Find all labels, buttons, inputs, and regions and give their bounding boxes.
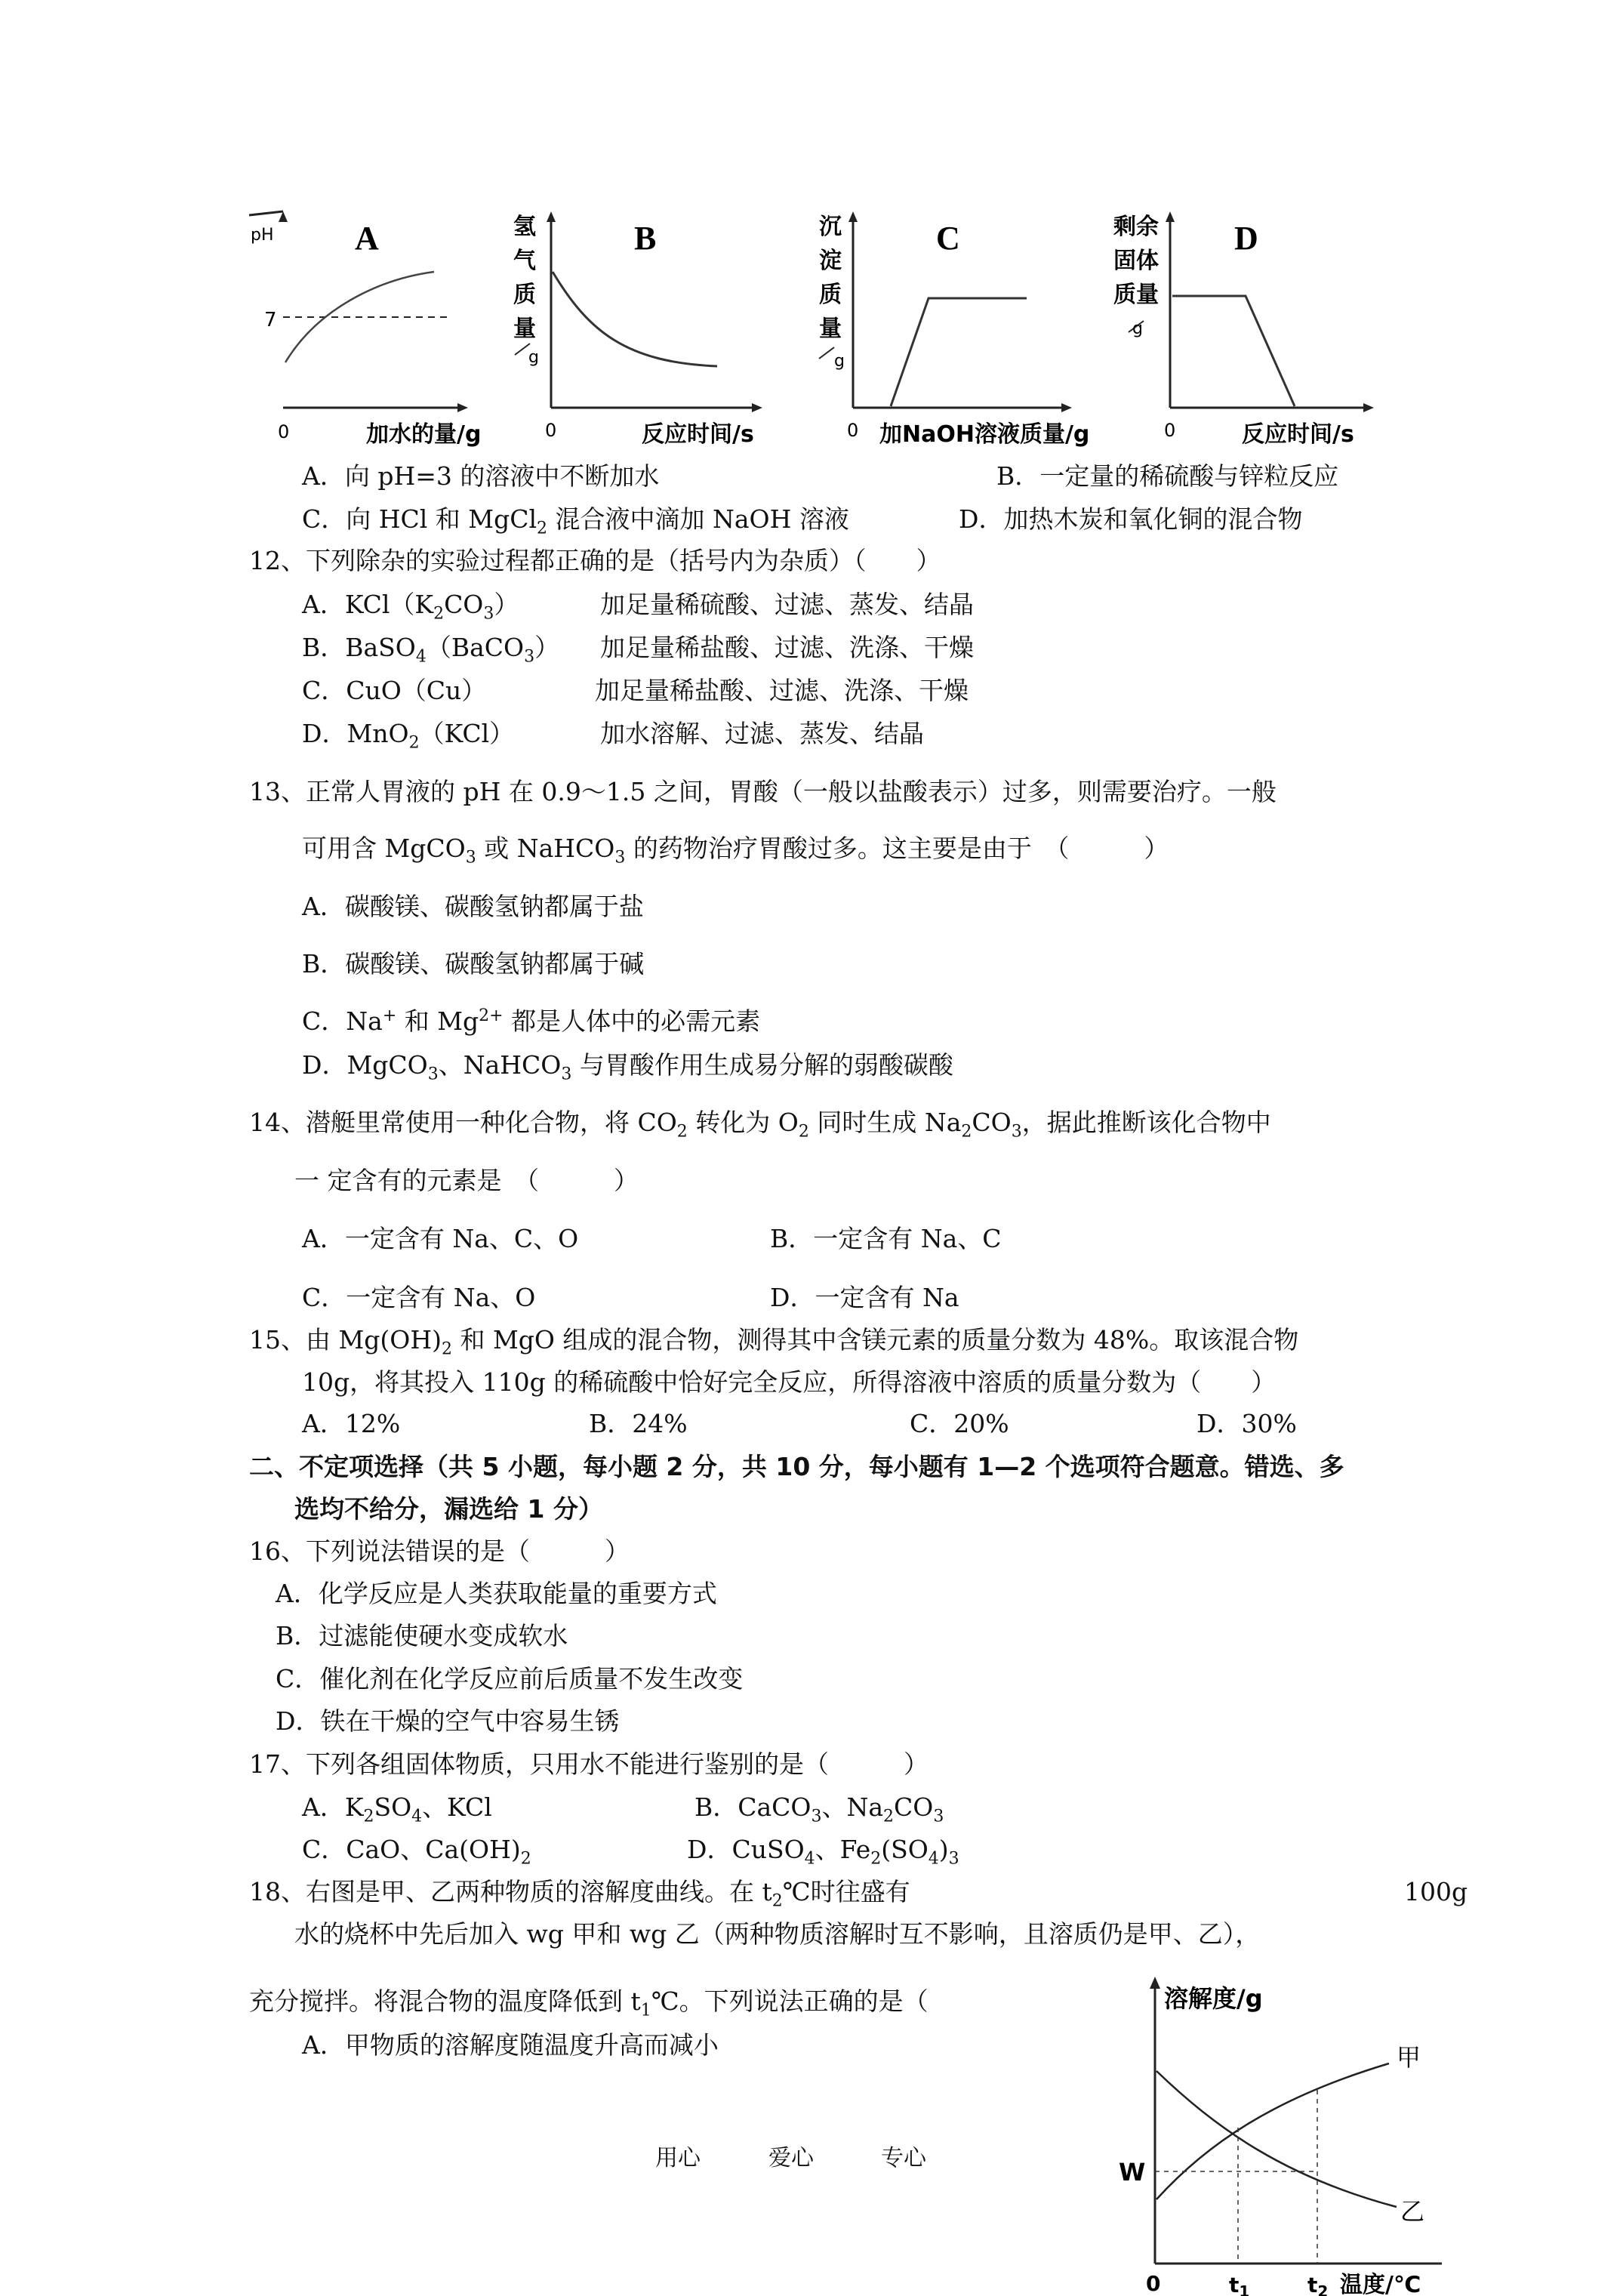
graph-b-yunit: g: [528, 348, 539, 367]
q12-method-b: 加足量稀盐酸、过滤、洗涤、干燥: [600, 633, 974, 662]
q16-option-d: D．铁在干燥的空气中容易生锈: [276, 1706, 620, 1736]
footer-text-2: 爱心: [768, 2145, 814, 2171]
q13-option-b: B．碳酸镁、碳酸氢钠都属于碱: [302, 949, 645, 978]
q13-stem-2: 可用含 MgCO$_3$ 或 NaHCO$_3$ 的药物治疗胃酸过多。这主要是由于 （ ）: [302, 834, 1169, 868]
graph-c-xlabel: 加NaOH溶液质量/g: [879, 421, 1090, 448]
graph-b-origin: 0: [545, 420, 557, 441]
q13-option-c: C．Na+ 和 $Mg^{2+}$ 都是人体中的必需元素: [302, 1006, 761, 1036]
q12-option-d: D．MnO$_2$（KCl）: [302, 719, 515, 753]
graph-d-yunit: g: [1132, 319, 1143, 338]
q13-option-d: D．MgCO$_3$、NaHCO$_3$ 与胃酸作用生成易分解的弱酸碳酸: [302, 1050, 953, 1084]
graph-d-ylabel-1: 剩余: [1113, 214, 1159, 240]
q12-stem: 12、下列除杂的实验过程都正确的是（括号内为杂质）（ ）: [249, 546, 941, 575]
q17-option-b: B．CaCO$_3$、$Na_2CO_3$: [694, 1792, 944, 1826]
q15-option-b: B．24%: [589, 1409, 688, 1438]
q17-stem: 17、下列各组固体物质，只用水不能进行鉴别的是（ ）: [249, 1749, 929, 1779]
q15-option-d: D．30%: [1196, 1409, 1297, 1438]
graph-a-title: A: [355, 220, 379, 257]
q17-option-a: A．$K_2SO_4$、KCl: [302, 1792, 492, 1826]
solubility-xlabel: 温度/℃: [1340, 2272, 1421, 2296]
q12-method-c: 加足量稀盐酸、过滤、洗涤、干燥: [595, 676, 969, 705]
graph-a: [249, 211, 482, 453]
q15-option-a: A．12%: [302, 1409, 401, 1438]
solubility-yi-label: 乙: [1400, 2197, 1425, 2226]
graph-a-ylabel: pH: [251, 226, 274, 245]
q11-option-b: B．一定量的稀硫酸与锌粒反应: [996, 461, 1339, 491]
solubility-ylabel: 溶解度/g: [1164, 1984, 1263, 2013]
graph-d-ylabel-2: 固体: [1113, 248, 1159, 274]
graph-d-ylabel-3: 质量: [1113, 282, 1159, 308]
q11-option-c: C．向 HCl 和 MgCl$_2$ 混合液中滴加 NaOH 溶液: [302, 504, 849, 538]
q14-option-a: A．一定含有 Na、C、O: [302, 1224, 579, 1253]
graph-a-ytick: 7: [264, 309, 277, 331]
graph-c-yunit: g: [834, 352, 845, 371]
solubility-jia-label: 甲: [1397, 2043, 1421, 2072]
q15-stem-2: 10g，将其投入 110g 的稀硫酸中恰好完全反应，所得溶液中溶质的质量分数为（ ）: [302, 1367, 1277, 1397]
graph-d: [1113, 211, 1385, 453]
q15-option-c: C．20%: [910, 1409, 1009, 1438]
graph-d-origin: 0: [1164, 420, 1176, 441]
q13-stem: 13、正常人胃液的 pH 在 0.9～1.5 之间，胃酸（一般以盐酸表示）过多，则需要治疗。一般: [249, 777, 1277, 806]
solubility-t2: $t_2$: [1307, 2273, 1329, 2296]
graph-b-ylabel-1: 氢: [513, 214, 536, 240]
q14-stem: 14、潜艇里常使用一种化合物，将 $CO_2$ 转化为 $O_2$ 同时生成 $Na_2CO_3$，据此推断该化合物中: [249, 1108, 1271, 1142]
q14-stem-2: 一 定含有的元素是 （ ）: [294, 1166, 639, 1195]
q17-option-c: C．CaO、$Ca(OH)_2$: [302, 1835, 531, 1869]
solubility-t1: $t_1$: [1229, 2273, 1250, 2296]
q12-option-b: B．BaSO$_4$（BaCO$_3$）: [302, 633, 560, 667]
q15-stem: 15、由 $Mg(OH)_2$ 和 MgO 组成的混合物，测得其中含镁元素的质量分数为 48%。取该混合物: [249, 1325, 1299, 1359]
q18-stem-3: 充分搅拌。将混合物的温度降低到 $t_1℃$。下列说法正确的是（: [249, 1986, 929, 2020]
q14-option-d: D．一定含有 Na: [770, 1283, 959, 1312]
q11-option-a: A．向 pH=3 的溶液中不断加水: [302, 461, 660, 491]
graph-b-title: B: [634, 220, 657, 257]
graph-c-ylabel-3: 质: [819, 282, 842, 308]
graph-c-ylabel-4: 量: [819, 316, 842, 342]
q17-option-d: D．CuSO$_4$、$Fe_2(SO_4)_3$: [687, 1835, 959, 1869]
q12-method-d: 加水溶解、过滤、蒸发、结晶: [600, 719, 924, 748]
q18-stem-2: 水的烧杯中先后加入 wg 甲和 wg 乙（两种物质溶解时互不影响，且溶质仍是甲、乙），: [294, 1919, 1261, 1949]
graph-a-origin: 0: [278, 421, 290, 442]
q16-option-a: A．化学反应是人类获取能量的重要方式: [276, 1579, 717, 1608]
footer-text-1: 用心: [655, 2145, 701, 2171]
graph-a-xlabel: 加水的量/g: [366, 421, 482, 448]
q18-option-a: A．甲物质的溶解度随温度升高而减小: [302, 2030, 719, 2060]
graph-c-title: C: [936, 220, 960, 257]
q12-option-c: C．CuO（Cu）: [302, 676, 487, 705]
solubility-origin: 0: [1146, 2271, 1161, 2296]
graph-d-xlabel: 反应时间/s: [1242, 421, 1354, 448]
q14-option-c: C．一定含有 Na、O: [302, 1283, 536, 1312]
section-2-heading: 二、不定项选择（共 5 小题，每小题 2 分，共 10 分，每小题有 1—2 个选项符合题意。错选、多: [249, 1452, 1344, 1481]
graph-b-ylabel-4: 量: [513, 316, 536, 342]
section-2-heading-2: 选均不给分，漏选给 1 分）: [294, 1494, 603, 1524]
q11-option-d: D．加热木炭和氧化铜的混合物: [959, 504, 1303, 534]
q14-option-b: B．一定含有 Na、C: [770, 1224, 1002, 1253]
graph-c: [815, 211, 1095, 453]
solubility-w-label: W: [1119, 2158, 1146, 2187]
graph-d-title: D: [1234, 220, 1258, 257]
graph-b-ylabel-3: 质: [513, 282, 536, 308]
graph-b-ylabel-2: 气: [513, 248, 536, 274]
q13-option-a: A．碳酸镁、碳酸氢钠都属于盐: [302, 892, 644, 921]
graph-c-origin: 0: [847, 420, 859, 441]
solubility-graph: [1110, 1977, 1464, 2294]
footer-text-3: 专心: [881, 2145, 926, 2171]
graph-b-xlabel: 反应时间/s: [642, 421, 754, 448]
q16-stem: 16、下列说法错误的是（ ）: [249, 1536, 630, 1566]
graph-c-ylabel-1: 沉: [819, 214, 842, 240]
q16-option-b: B．过滤能使硬水变成软水: [276, 1621, 568, 1650]
q12-option-a: A．$KCl(K_2CO_3)$: [302, 590, 519, 624]
q16-option-c: C．催化剂在化学反应前后质量不发生改变: [276, 1664, 744, 1693]
q18-stem-right: 100g: [1404, 1877, 1468, 1906]
q12-method-a: 加足量稀硫酸、过滤、蒸发、结晶: [600, 590, 974, 619]
q18-stem: 18、右图是甲、乙两种物质的溶解度曲线。在 $t_2℃$时往盛有: [249, 1877, 910, 1911]
graph-c-ylabel-2: 淀: [819, 248, 842, 274]
graph-b: [513, 211, 770, 453]
